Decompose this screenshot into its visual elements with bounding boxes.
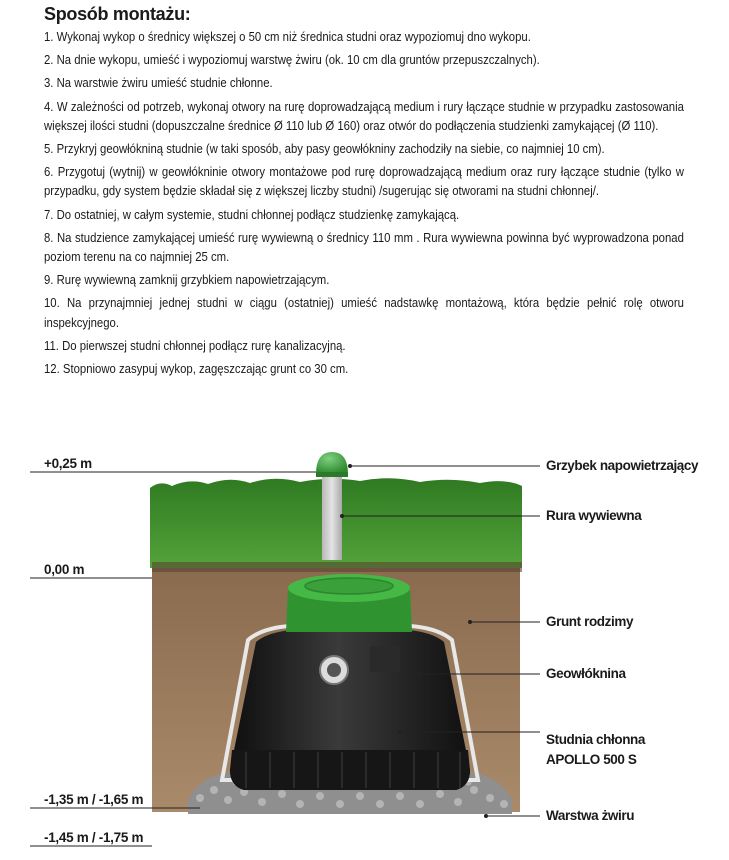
- step-item: 2. Na dnie wykopu, umieść i wypoziomuj warstwę żwiru (ok. 10 cm dla gruntów przepuszczalnych).: [44, 53, 540, 68]
- level-ground: 0,00 m: [44, 562, 85, 577]
- step-item: 10. Na przynajmniej jednej studni w ciągu (ostatniej) umieść nadstawkę montażową, która będzie pełnić rolę otworu inspekcyjnego.: [44, 296, 684, 330]
- level-top: +0,25 m: [44, 456, 92, 471]
- step-item: 1. Wykonaj wykop o średnicy większej o 50 cm niż średnica studni oraz wypoziomuj dno wykopu.: [44, 30, 531, 44]
- step-item: 3. Na warstwie żwiru umieść studnie chłonne.: [44, 76, 273, 91]
- step-item: 12. Stopniowo zasypuj wykop, zagęszczając grunt co 30 cm.: [44, 362, 349, 377]
- label-vent-cap: Grzybek napowietrzający: [546, 458, 699, 473]
- step-item: 6. Przygotuj (wytnij) w geowłókninie otwory montażowe pod rurę doprowadzającą medium oraz rury łączące studnie (tylko w przypadku, gdy system będzie składał się z większej liczby studni) /sugerując się otworami na studni chłonnej/.: [44, 165, 684, 199]
- label-well-line2: APOLLO 500 S: [546, 752, 637, 767]
- step-item: 5. Przykryj geowłókniną studnie (w taki sposób, aby pasy geowłókniny zachodziły na siebie, co najmniej 10 cm).: [44, 142, 605, 157]
- label-native-soil: Grunt rodzimy: [546, 614, 634, 629]
- page-title: Sposób montażu:: [44, 4, 191, 24]
- label-vent-pipe: Rura wywiewna: [546, 508, 642, 523]
- step-item: 8. Na studzience zamykającej umieść rurę wywiewną o średnicy 110 mm . Rura wywiewna powinna być wyprowadzona ponad poziom terenu na co najmniej 25 cm.: [44, 230, 684, 265]
- vent-cap: [316, 452, 348, 474]
- step-item: 7. Do ostatniej, w całym systemie, studni chłonnej podłącz studzienkę zamykającą.: [44, 207, 460, 222]
- step-item: 11. Do pierwszej studni chłonnej podłącz rurę kanalizacyjną.: [44, 338, 346, 353]
- label-gravel: Warstwa żwiru: [546, 808, 635, 823]
- step-item: 9. Rurę wywiewną zamknij grzybkiem napowietrzającym.: [44, 273, 330, 288]
- label-well-line1: Studnia chłonna: [546, 732, 646, 747]
- installation-diagram: [0, 450, 729, 860]
- level-bottom-1: -1,35 m / -1,65 m: [44, 792, 144, 807]
- step-item: 4. W zależności od potrzeb, wykonaj otwory na rurę doprowadzającą medium i rury łączące studnie w przypadku zastosowania większej ilości studni (dopuszczalne średnice Ø 110 lub Ø 160) oraz otwór do podłączenia studzienki zamykającej (Ø 110).: [44, 99, 684, 133]
- level-bottom-2: -1,45 m / -1,75 m: [44, 830, 144, 845]
- label-geotextile: Geowłóknina: [546, 666, 626, 681]
- steps-list: [44, 28, 684, 383]
- vent-pipe: [322, 472, 342, 560]
